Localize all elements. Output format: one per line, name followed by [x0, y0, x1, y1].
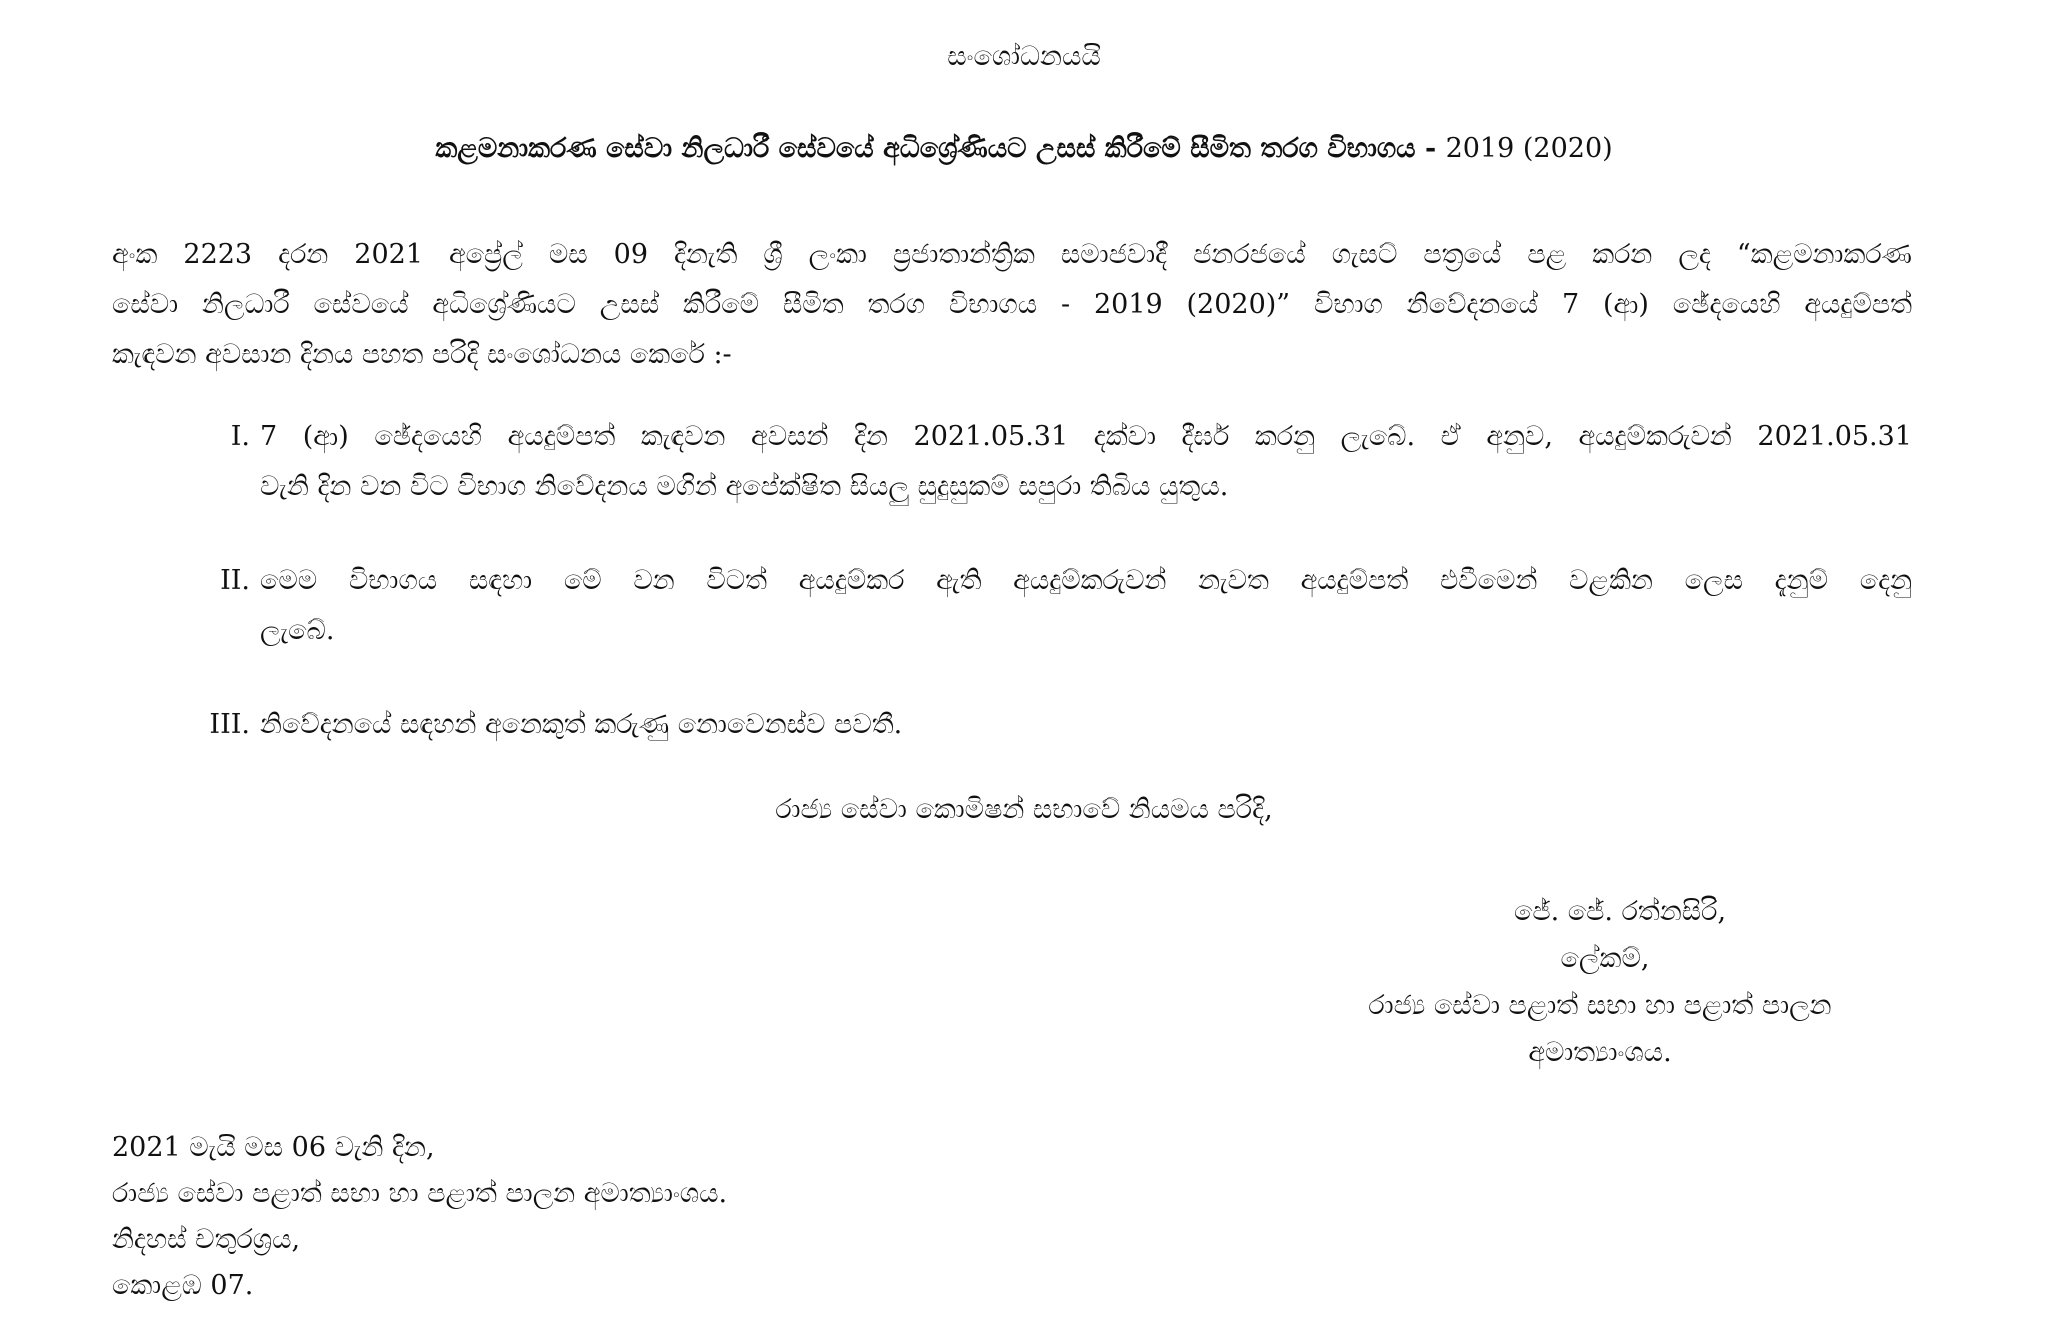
item-line: ලැබේ.	[260, 615, 335, 646]
item-line: වැනි දින වන විට විභාග නිවේදනය මගින් අපේක්ෂිත සියලු සුදුසුකම් සපුරා තිබිය යුතුය.	[260, 471, 1229, 502]
address-line: කොළඹ 07.	[112, 1270, 254, 1301]
signatory-ministry: රාජ්‍ය සේවා පළාත් සභා හා පළාත් පාලන	[1368, 990, 1832, 1021]
signatory-title: ලේකම්,	[1560, 943, 1650, 974]
item-text	[260, 556, 1912, 656]
address-line: රාජ්‍ය සේවා පළාත් සභා හා පළාත් පාලන අමාත්‍යාංශය.	[112, 1178, 728, 1209]
intro-line: සේවා නිලධාරී සේවයේ අධිශ්‍රේණියට උසස් කිරීමේ සීමිත තරග විභාගය - 2019 (2020)” විභාග නිවේදනයේ 7 (ආ) ඡේදයෙහි අයදුම්පත්	[112, 289, 1912, 320]
closing-statement: රාජ්‍ය සේවා කොමිෂන් සභාවේ නියමය පරිදි,	[775, 794, 1273, 825]
document-label: සංශෝධනයයි	[947, 41, 1101, 72]
intro-line: අංක 2223 දරන 2021 අප්‍රේල් මස 09 දිනැති ශ්‍රී ලංකා ප්‍රජාතාන්ත්‍රික සමාජවාදී ජනරජයේ ගැසට් පත්‍රයේ පළ කරන ලද “කළමනාකරණ	[112, 239, 1912, 270]
item-line: මෙම විභාගය සඳහා මේ වන විටත් අයදුම්කර ඇති අයදුම්කරුවන් නැවත අයදුම්පත් එවීමෙන් වළකින ලෙස දැනුම් දෙනු	[260, 565, 1912, 596]
intro-line: කැඳවන අවසාන දිනය පහත පරිදි සංශෝධනය කෙරේ :-	[112, 339, 732, 370]
item-number: III.	[209, 709, 250, 740]
document-date: 2021 මැයි මස 06 වැනි දින,	[112, 1132, 435, 1163]
title-year: 2019 (2020)	[1445, 133, 1613, 164]
title-text: කළමනාකරණ සේවා නිලධාරී සේවයේ අධිශ්‍රේණියට උසස් කිරීමේ සීමිත තරග විභාගය -	[435, 133, 1437, 164]
item-number: I.	[230, 421, 250, 452]
item-text	[260, 412, 1912, 512]
signature-block	[1250, 888, 1950, 1076]
item-text	[260, 700, 1912, 750]
item-line: 7 (ආ) ඡේදයෙහි අයදුම්පත් කැඳවන අවසන් දින 2021.05.31 දක්වා දීර්ඝ කරනු ලැබේ. ඒ අනුව, අයදුම්කරුවන් 2021.05.31	[260, 421, 1912, 452]
document-title	[0, 132, 2048, 166]
item-line: නිවේදනයේ සඳහන් අනෙකුත් කරුණු නොවෙනස්ව පවතී.	[260, 709, 903, 740]
item-number: II.	[220, 565, 250, 596]
signatory-ministry-cont: අමාත්‍යාංශය.	[1528, 1037, 1672, 1068]
address-block	[112, 1125, 727, 1309]
signatory-name: ජේ. ජේ. රත්නසිරි,	[1513, 896, 1727, 927]
address-line: නිදහස් චතුරශ්‍රය,	[112, 1224, 301, 1255]
intro-paragraph	[112, 230, 1912, 380]
